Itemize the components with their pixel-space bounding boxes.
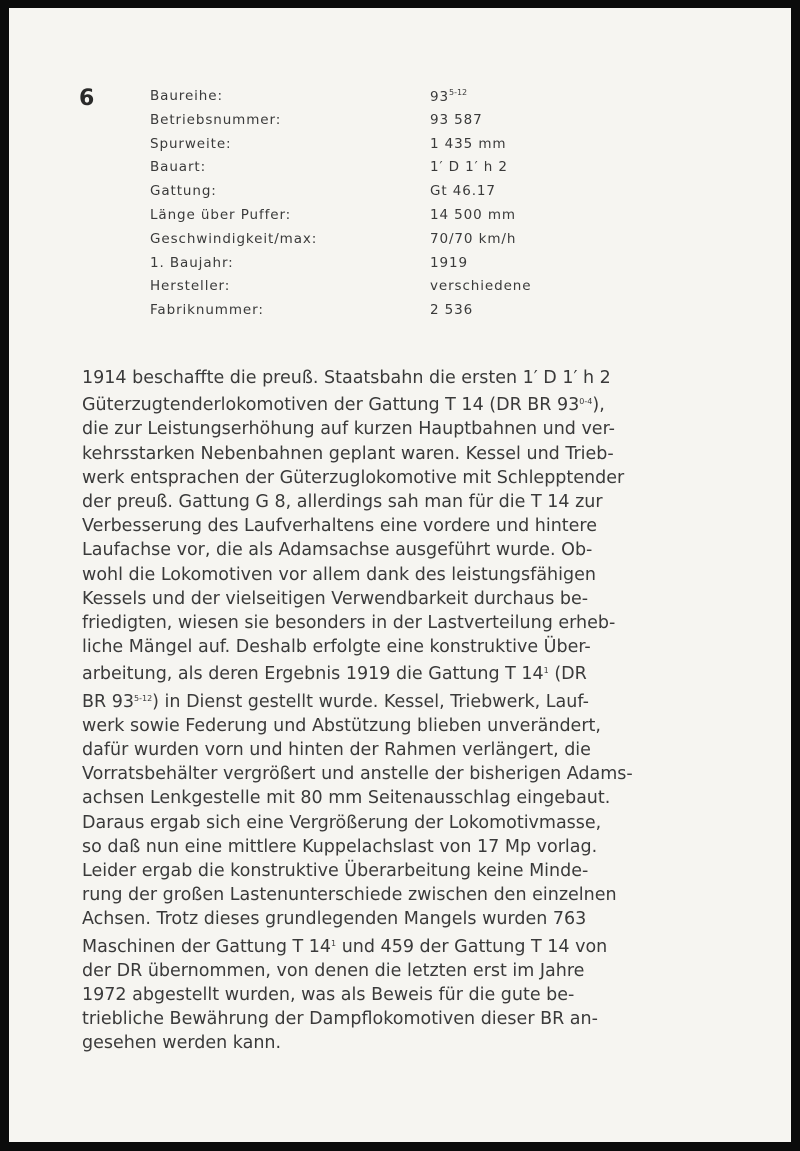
spec-value: verschiedene	[430, 278, 532, 295]
spec-label: Gattung:	[150, 183, 217, 200]
spec-row	[150, 207, 531, 231]
spec-label: Fabriknummer:	[150, 302, 264, 319]
text-line: werk sowie Federung und Abstützung blieben unverändert,	[82, 715, 601, 736]
text-line: kehrsstarken Nebenbahnen geplant waren. Kessel und Trieb-	[82, 443, 614, 464]
text-fragment: arbeitung, als deren Ergebnis 1919 die Gattung T 14	[82, 664, 544, 685]
text-line: wohl die Lokomotiven vor allem dank des leistungsfähigen	[82, 564, 596, 585]
text-line: triebliche Bewährung der Dampflokomotiven dieser BR an-	[82, 1009, 598, 1030]
text-line: rung der großen Lastenunterschiede zwischen den einzelnen	[82, 885, 617, 906]
spec-label: Geschwindigkeit/max:	[150, 230, 318, 247]
text-line: der preuß. Gattung G 8, allerdings sah man für die T 14 zur	[82, 492, 603, 513]
superscript: 1	[543, 666, 549, 676]
spec-table	[150, 88, 531, 326]
spec-value-base: 93	[430, 89, 449, 105]
text-line: so daß nun eine mittlere Kuppelachslast von 17 Mp vorlag.	[82, 836, 598, 857]
spec-row	[150, 255, 531, 279]
text-line: dafür wurden vorn und hinten der Rahmen verlängert, die	[82, 740, 591, 761]
spec-row	[150, 136, 531, 160]
spec-label: Länge über Puffer:	[150, 206, 292, 223]
spec-value: 1919	[430, 254, 468, 271]
text-line: Daraus ergab sich eine Vergrößerung der Lokomotivmasse,	[82, 812, 602, 833]
spec-row	[150, 278, 531, 302]
spec-label: Baureihe:	[150, 88, 223, 104]
text-line: friedigten, wiesen sie besonders in der Lastverteilung erheb-	[82, 613, 616, 634]
spec-row	[150, 231, 531, 255]
text-line: Achsen. Trotz dieses grundlegenden Mangels wurden 763	[82, 909, 587, 930]
text-fragment: (DR	[548, 664, 587, 685]
spec-value: 2 536	[430, 302, 474, 319]
spec-value: 1′ D 1′ h 2	[430, 159, 508, 176]
body-text	[82, 366, 728, 1056]
spec-label: Betriebsnummer:	[150, 111, 282, 128]
spec-row	[150, 88, 531, 112]
text-line	[82, 932, 728, 959]
spec-value: 70/70 km/h	[430, 230, 517, 247]
text-line: Leider ergab die konstruktive Überarbeitung keine Minde-	[82, 861, 589, 882]
text-line: Laufachse vor, die als Adamsachse ausgeführt wurde. Ob-	[82, 540, 593, 561]
text-line: liche Mängel auf. Deshalb erfolgte eine konstruktive Über-	[82, 637, 591, 658]
spec-row	[150, 112, 531, 136]
spec-label: 1. Baujahr:	[150, 254, 234, 271]
spec-label: Spurweite:	[150, 135, 232, 152]
text-fragment: ),	[592, 395, 605, 416]
superscript: 1	[331, 938, 337, 948]
text-line: werk entsprachen der Güterzuglokomotive mit Schlepptender	[82, 467, 625, 488]
spec-row	[150, 159, 531, 183]
text-line	[82, 687, 728, 714]
text-line: Kessels und der vielseitigen Verwendbarkeit durchaus be-	[82, 588, 589, 609]
text-line: 1972 abgestellt wurden, was als Beweis für die gute be-	[82, 985, 575, 1006]
text-line: achsen Lenkgestelle mit 80 mm Seitenausschlag eingebaut.	[82, 788, 611, 809]
spec-value-sup: 5-12	[448, 88, 468, 97]
spec-row	[150, 302, 531, 326]
spec-value: 14 500 mm	[430, 206, 516, 223]
text-fragment: und 459 der Gattung T 14 von	[336, 936, 608, 957]
text-line: 1914 beschaffte die preuß. Staatsbahn die ersten 1′ D 1′ h 2	[82, 368, 611, 388]
text-fragment: Güterzugtenderlokomotiven der Gattung T 14 (DR BR 93	[82, 395, 580, 416]
spec-value: 93 587	[430, 111, 483, 128]
text-line: die zur Leistungserhöhung auf kurzen Hauptbahnen und ver-	[82, 419, 615, 440]
text-line: Verbesserung des Laufverhaltens eine vordere und hintere	[82, 516, 597, 537]
text-fragment: ) in Dienst gestellt wurde. Kessel, Triebwerk, Lauf-	[152, 691, 589, 712]
text-line: Vorratsbehälter vergrößert und anstelle der bisherigen Adams-	[82, 764, 633, 785]
text-fragment: BR 93	[82, 691, 134, 712]
text-line	[82, 390, 728, 417]
spec-value	[430, 88, 467, 112]
superscript: 0-4	[579, 397, 593, 407]
page-number: 6	[79, 86, 95, 111]
superscript: 5-12	[134, 693, 153, 703]
spec-row	[150, 183, 531, 207]
text-line: der DR übernommen, von denen die letzten erst im Jahre	[82, 960, 585, 981]
spec-value: Gt 46.17	[430, 183, 496, 200]
spec-label: Bauart:	[150, 159, 207, 176]
spec-label: Hersteller:	[150, 278, 231, 295]
text-fragment: Maschinen der Gattung T 14	[82, 936, 332, 957]
text-line	[82, 659, 728, 686]
spec-value: 1 435 mm	[430, 135, 507, 152]
document-page	[9, 8, 791, 1142]
text-line: gesehen werden kann.	[82, 1033, 282, 1054]
